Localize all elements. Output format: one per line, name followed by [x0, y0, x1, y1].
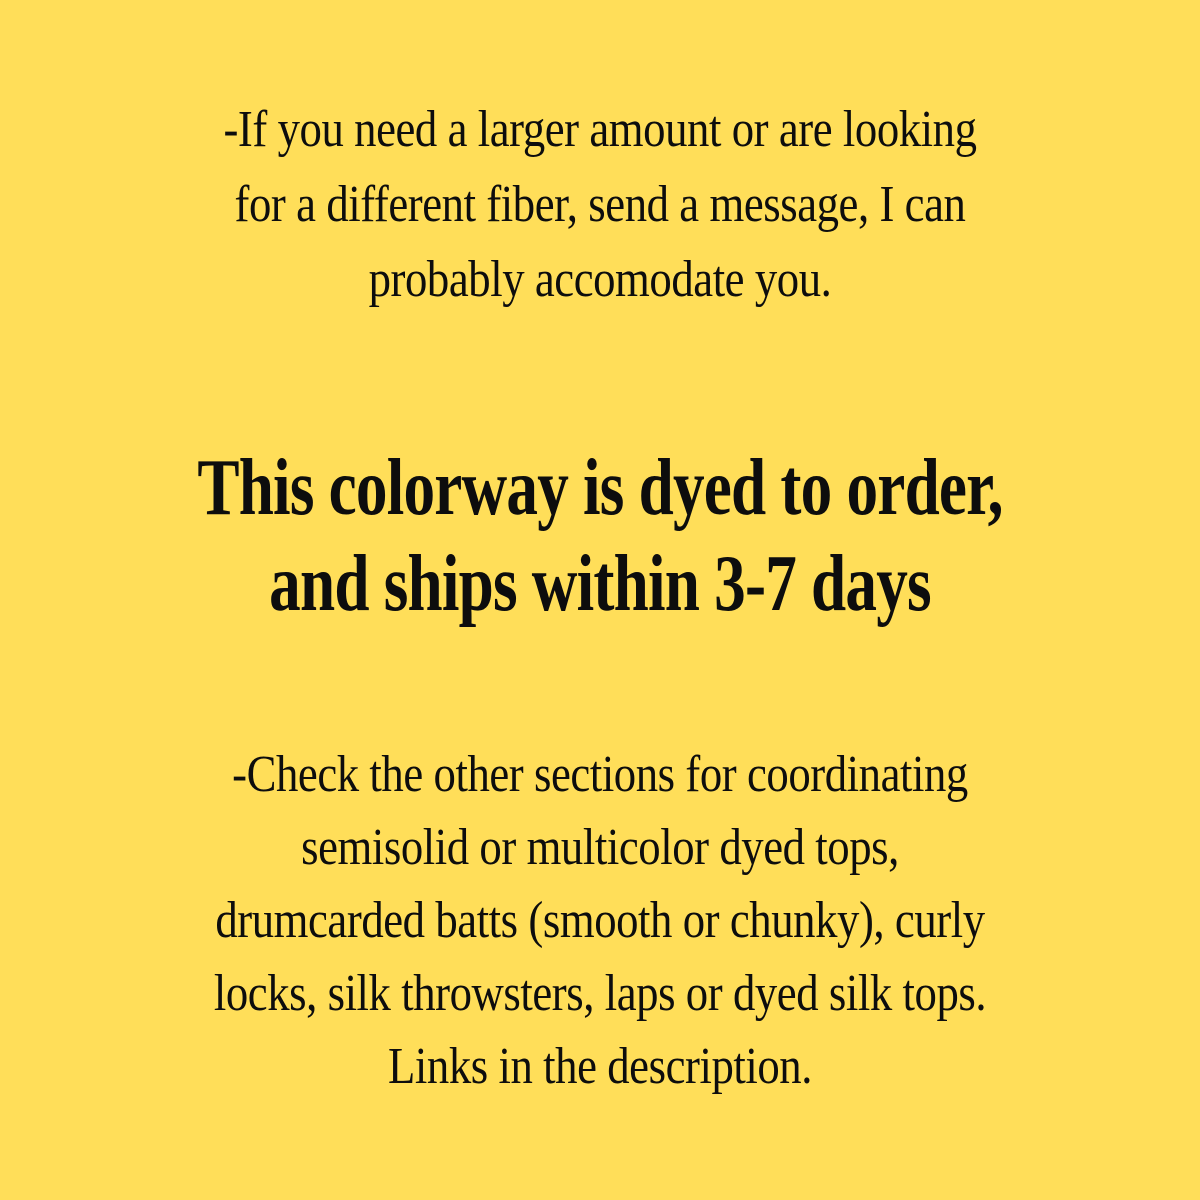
dyed-to-order-heading	[126, 440, 1074, 632]
intro-paragraph-line: -If you need a larger amount or are looking	[223, 101, 977, 158]
other-sections-line: -Check the other sections for coordinating	[232, 746, 968, 803]
other-sections-line: locks, silk throwsters, laps or dyed silk tops.	[213, 965, 987, 1022]
heading-line: This colorway is dyed to order,	[197, 444, 1003, 532]
other-sections-paragraph	[84, 738, 1116, 1103]
other-sections-line: semisolid or multicolor dyed tops,	[301, 819, 899, 876]
intro-paragraph-line: for a different fiber, send a message, I can	[234, 176, 966, 233]
intro-paragraph-line: probably accomodate you.	[368, 251, 832, 308]
intro-paragraph	[84, 92, 1116, 317]
other-sections-line: Links in the description.	[388, 1038, 812, 1095]
other-sections-line: drumcarded batts (smooth or chunky), curly	[215, 892, 985, 949]
heading-line: and ships within 3-7 days	[269, 540, 931, 628]
